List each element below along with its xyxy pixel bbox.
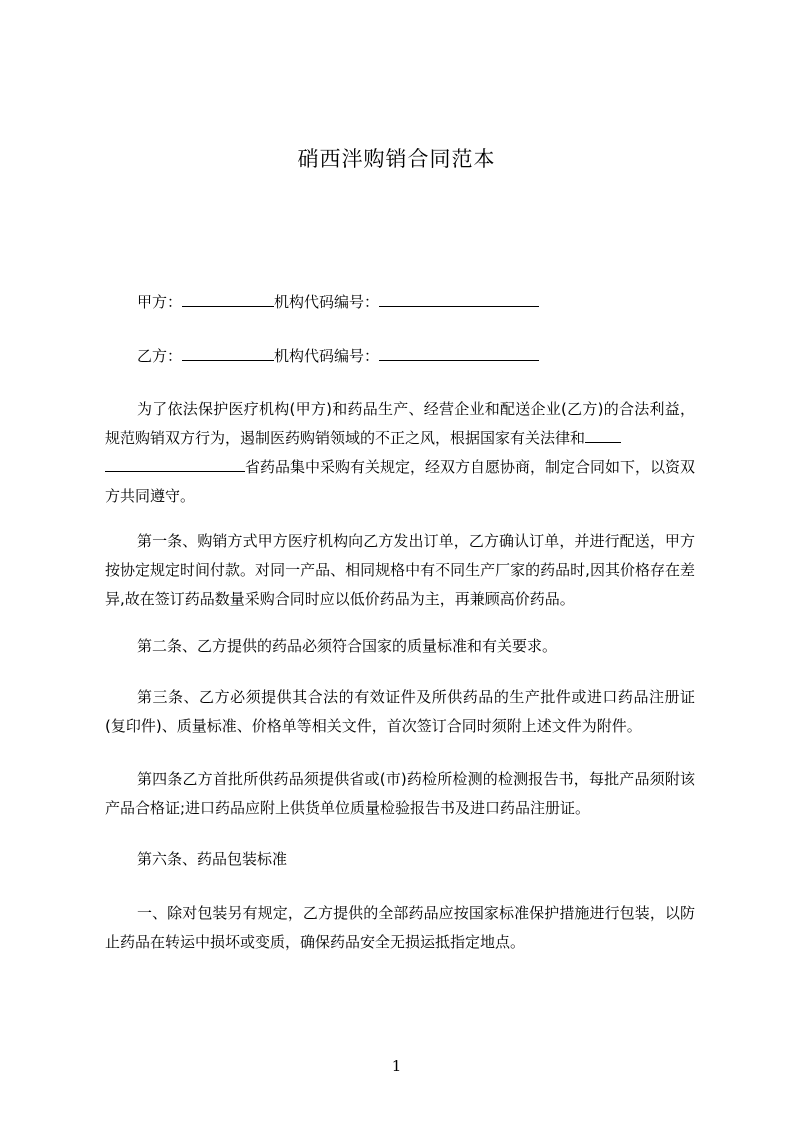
party-a-name-blank bbox=[182, 292, 274, 307]
page-number: 1 bbox=[391, 1057, 402, 1075]
intro-text-2: 省药品集中采购有关规定，经双方自愿协商，制定合同如下，以资双方共同遵守。 bbox=[105, 458, 696, 505]
intro-text-1: 为了依法保护医疗机构(甲方)和药品生产、经营企业和配送企业(乙方)的合法利益，规范购销双方行为，遏制医药购销领域的不正之风，根据国家有关法律和 bbox=[105, 400, 695, 447]
party-a-line bbox=[137, 291, 539, 312]
intro-paragraph bbox=[105, 395, 695, 511]
party-b-label: 乙方： bbox=[137, 347, 183, 365]
party-b-line bbox=[137, 345, 539, 366]
party-a-code-label: 机构代码编号： bbox=[274, 293, 380, 311]
party-b-code-blank bbox=[379, 346, 539, 361]
article-6-item-1: 一、除对包装另有规定，乙方提供的全部药品应按国家标准保护措施进行包装，以防止药品在转运中损坏或变质，确保药品安全无损运抵指定地点。 bbox=[105, 904, 695, 951]
province-blank-1 bbox=[585, 428, 621, 443]
party-a-code-blank bbox=[379, 292, 539, 307]
province-blank-2 bbox=[105, 457, 245, 472]
article-1: 第一条、购销方式甲方医疗机构向乙方发出订单，乙方确认订单，并进行配送，甲方按协定规定时间付款。对同一产品、相同规格中有不同生产厂家的药品时,因其价格存在差异,故在签订药品数量采购合同时应以低价药品为主，再兼顾高价药品。 bbox=[105, 532, 695, 608]
article-6-heading: 第六条、药品包装标准 bbox=[137, 850, 288, 868]
party-b-name-blank bbox=[182, 346, 274, 361]
party-b-code-label: 机构代码编号： bbox=[274, 347, 380, 365]
party-a-label: 甲方： bbox=[137, 293, 183, 311]
article-3: 第三条、乙方必须提供其合法的有效证件及所供药品的生产批件或进口药品注册证(复印件)、质量标准、价格单等相关文件，首次签订合同时须附上述文件为附件。 bbox=[105, 688, 695, 735]
document-title: 硝西泮购销合同范本 bbox=[297, 147, 496, 171]
article-2: 第二条、乙方提供的药品必须符合国家的质量标准和有关要求。 bbox=[137, 637, 558, 655]
article-4: 第四条乙方首批所供药品须提供省或(市)药检所检测的检测报告书，每批产品须附该产品合格证;进口药品应附上供货单位质量检验报告书及进口药品注册证。 bbox=[105, 770, 695, 817]
